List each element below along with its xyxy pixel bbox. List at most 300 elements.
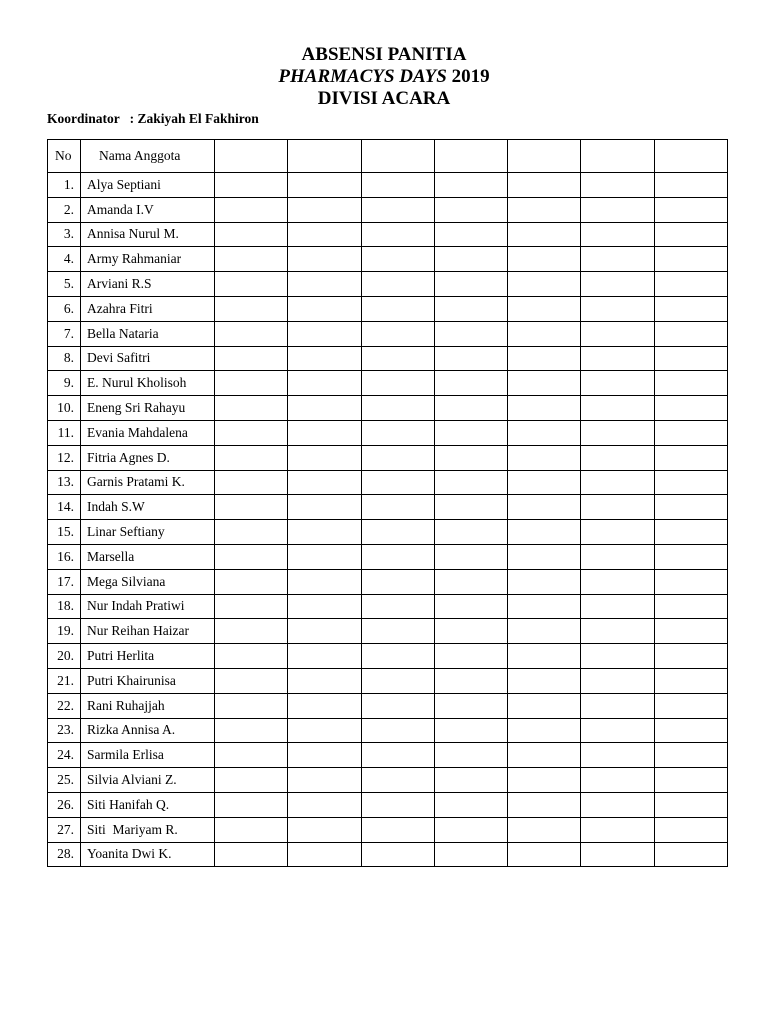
member-name: Alya Septiani — [81, 173, 215, 198]
table-row — [48, 644, 728, 669]
attendance-cell — [288, 470, 361, 495]
document-title: ABSENSI PANITIA — [301, 44, 467, 65]
attendance-cell — [215, 817, 288, 842]
attendance-cell — [361, 569, 434, 594]
attendance-cell — [288, 718, 361, 743]
attendance-cell — [654, 272, 727, 297]
attendance-cell — [508, 321, 581, 346]
attendance-cell — [434, 272, 507, 297]
row-number: 28. — [48, 842, 81, 867]
attendance-cell — [508, 495, 581, 520]
attendance-cell — [361, 420, 434, 445]
attendance-cell — [361, 321, 434, 346]
table-row — [48, 371, 728, 396]
attendance-cell — [654, 470, 727, 495]
member-name: Mega Silviana — [81, 569, 215, 594]
member-name: Marsella — [81, 544, 215, 569]
attendance-cell — [215, 668, 288, 693]
table-row — [48, 544, 728, 569]
attendance-cell — [215, 470, 288, 495]
row-number: 23. — [48, 718, 81, 743]
attendance-cell — [434, 544, 507, 569]
coordinator-name: Zakiyah El Fakhiron — [137, 111, 259, 126]
row-number: 13. — [48, 470, 81, 495]
attendance-cell — [361, 470, 434, 495]
attendance-cell — [215, 420, 288, 445]
attendance-cell — [654, 644, 727, 669]
row-number: 19. — [48, 619, 81, 644]
attendance-cell — [508, 445, 581, 470]
attendance-cell — [288, 569, 361, 594]
attendance-cell — [581, 693, 654, 718]
attendance-cell — [434, 619, 507, 644]
attendance-cell — [361, 495, 434, 520]
attendance-cell — [434, 817, 507, 842]
attendance-cell — [361, 668, 434, 693]
column-header-attendance — [508, 140, 581, 173]
table-row — [48, 619, 728, 644]
attendance-cell — [508, 619, 581, 644]
document-header — [0, 44, 768, 110]
attendance-cell — [508, 173, 581, 198]
attendance-cell — [508, 222, 581, 247]
event-name-italic: PHARMACYS DAYS — [278, 66, 447, 87]
table-row — [48, 495, 728, 520]
attendance-cell — [288, 272, 361, 297]
row-number: 1. — [48, 173, 81, 198]
member-name: Eneng Sri Rahayu — [81, 396, 215, 421]
column-header-name: Nama Anggota — [81, 140, 215, 173]
table-row — [48, 743, 728, 768]
column-header-attendance — [434, 140, 507, 173]
attendance-cell — [434, 173, 507, 198]
attendance-cell — [288, 495, 361, 520]
attendance-cell — [361, 396, 434, 421]
attendance-cell — [434, 197, 507, 222]
row-number: 20. — [48, 644, 81, 669]
row-number: 8. — [48, 346, 81, 371]
attendance-cell — [581, 396, 654, 421]
attendance-cell — [215, 569, 288, 594]
row-number: 14. — [48, 495, 81, 520]
attendance-cell — [434, 222, 507, 247]
attendance-cell — [508, 520, 581, 545]
attendance-cell — [288, 743, 361, 768]
attendance-cell — [654, 520, 727, 545]
row-number: 11. — [48, 420, 81, 445]
attendance-cell — [288, 644, 361, 669]
attendance-cell — [361, 792, 434, 817]
attendance-cell — [361, 222, 434, 247]
attendance-cell — [215, 693, 288, 718]
attendance-cell — [215, 792, 288, 817]
attendance-cell — [288, 173, 361, 198]
table-row — [48, 222, 728, 247]
attendance-cell — [434, 445, 507, 470]
attendance-cell — [288, 247, 361, 272]
attendance-cell — [654, 197, 727, 222]
attendance-cell — [361, 544, 434, 569]
attendance-cell — [508, 396, 581, 421]
attendance-cell — [215, 594, 288, 619]
coordinator-line — [47, 111, 259, 127]
attendance-cell — [654, 396, 727, 421]
attendance-cell — [215, 544, 288, 569]
attendance-cell — [434, 594, 507, 619]
row-number: 3. — [48, 222, 81, 247]
table-row — [48, 296, 728, 321]
member-name: Rani Ruhajjah — [81, 693, 215, 718]
attendance-cell — [434, 718, 507, 743]
event-year: 2019 — [446, 66, 490, 87]
attendance-table — [47, 139, 728, 867]
attendance-cell — [215, 371, 288, 396]
attendance-cell — [581, 520, 654, 545]
attendance-cell — [508, 544, 581, 569]
attendance-cell — [508, 247, 581, 272]
row-number: 7. — [48, 321, 81, 346]
attendance-cell — [288, 420, 361, 445]
attendance-cell — [215, 272, 288, 297]
table-row — [48, 817, 728, 842]
attendance-cell — [361, 594, 434, 619]
attendance-cell — [215, 495, 288, 520]
attendance-cell — [434, 346, 507, 371]
attendance-cell — [288, 817, 361, 842]
attendance-cell — [581, 445, 654, 470]
attendance-cell — [654, 495, 727, 520]
attendance-table-header — [48, 140, 728, 173]
attendance-cell — [288, 197, 361, 222]
attendance-cell — [508, 743, 581, 768]
table-row — [48, 272, 728, 297]
attendance-cell — [581, 817, 654, 842]
attendance-cell — [361, 693, 434, 718]
attendance-cell — [581, 495, 654, 520]
table-row — [48, 668, 728, 693]
member-name: Amanda I.V — [81, 197, 215, 222]
attendance-cell — [215, 619, 288, 644]
attendance-cell — [654, 420, 727, 445]
attendance-cell — [434, 520, 507, 545]
attendance-cell — [215, 842, 288, 867]
attendance-cell — [508, 470, 581, 495]
attendance-cell — [361, 644, 434, 669]
attendance-cell — [434, 371, 507, 396]
table-row — [48, 321, 728, 346]
attendance-cell — [654, 173, 727, 198]
attendance-cell — [581, 668, 654, 693]
attendance-cell — [215, 520, 288, 545]
member-name: Siti Hanifah Q. — [81, 792, 215, 817]
member-name: Fitria Agnes D. — [81, 445, 215, 470]
row-number: 10. — [48, 396, 81, 421]
coordinator-label: Koordinator — [47, 111, 120, 126]
table-row — [48, 520, 728, 545]
attendance-cell — [434, 296, 507, 321]
row-number: 21. — [48, 668, 81, 693]
attendance-cell — [215, 768, 288, 793]
attendance-cell — [508, 842, 581, 867]
row-number: 17. — [48, 569, 81, 594]
attendance-cell — [508, 346, 581, 371]
attendance-cell — [508, 768, 581, 793]
row-number: 18. — [48, 594, 81, 619]
attendance-cell — [434, 470, 507, 495]
member-name: Yoanita Dwi K. — [81, 842, 215, 867]
column-header-attendance — [654, 140, 727, 173]
table-row — [48, 197, 728, 222]
attendance-cell — [434, 644, 507, 669]
attendance-cell — [508, 296, 581, 321]
attendance-cell — [215, 296, 288, 321]
attendance-cell — [508, 644, 581, 669]
row-number: 15. — [48, 520, 81, 545]
row-number: 9. — [48, 371, 81, 396]
attendance-cell — [361, 197, 434, 222]
row-number: 6. — [48, 296, 81, 321]
attendance-cell — [361, 173, 434, 198]
attendance-cell — [581, 420, 654, 445]
row-number: 27. — [48, 817, 81, 842]
event-name — [0, 66, 768, 88]
attendance-cell — [581, 594, 654, 619]
member-name: Silvia Alviani Z. — [81, 768, 215, 793]
attendance-cell — [508, 569, 581, 594]
attendance-cell — [508, 817, 581, 842]
attendance-cell — [434, 321, 507, 346]
member-name: Linar Seftiany — [81, 520, 215, 545]
column-header-attendance — [361, 140, 434, 173]
attendance-cell — [508, 718, 581, 743]
member-name: Bella Nataria — [81, 321, 215, 346]
attendance-cell — [215, 445, 288, 470]
column-header-no: No — [48, 140, 81, 173]
attendance-cell — [654, 718, 727, 743]
attendance-cell — [288, 544, 361, 569]
attendance-cell — [288, 321, 361, 346]
attendance-cell — [654, 842, 727, 867]
attendance-cell — [288, 842, 361, 867]
attendance-cell — [581, 644, 654, 669]
attendance-cell — [654, 247, 727, 272]
attendance-cell — [581, 321, 654, 346]
attendance-cell — [581, 569, 654, 594]
member-name: Evania Mahdalena — [81, 420, 215, 445]
table-row — [48, 346, 728, 371]
attendance-cell — [215, 718, 288, 743]
attendance-cell — [581, 718, 654, 743]
attendance-cell — [654, 569, 727, 594]
header-row — [48, 140, 728, 173]
table-row — [48, 569, 728, 594]
attendance-cell — [361, 346, 434, 371]
attendance-cell — [215, 743, 288, 768]
attendance-cell — [361, 520, 434, 545]
attendance-cell — [215, 346, 288, 371]
attendance-cell — [508, 594, 581, 619]
attendance-cell — [288, 768, 361, 793]
attendance-cell — [581, 743, 654, 768]
attendance-cell — [654, 693, 727, 718]
attendance-cell — [654, 346, 727, 371]
member-name: Garnis Pratami K. — [81, 470, 215, 495]
attendance-cell — [654, 371, 727, 396]
member-name: Annisa Nurul M. — [81, 222, 215, 247]
attendance-cell — [434, 569, 507, 594]
attendance-cell — [434, 495, 507, 520]
table-row — [48, 792, 728, 817]
row-number: 12. — [48, 445, 81, 470]
member-name: Sarmila Erlisa — [81, 743, 215, 768]
row-number: 16. — [48, 544, 81, 569]
attendance-cell — [288, 668, 361, 693]
attendance-cell — [654, 768, 727, 793]
attendance-cell — [215, 396, 288, 421]
attendance-cell — [361, 817, 434, 842]
table-row — [48, 693, 728, 718]
attendance-cell — [581, 222, 654, 247]
attendance-cell — [361, 842, 434, 867]
attendance-cell — [654, 544, 727, 569]
table-row — [48, 594, 728, 619]
attendance-cell — [581, 768, 654, 793]
row-number: 26. — [48, 792, 81, 817]
attendance-cell — [361, 718, 434, 743]
member-name: Nur Indah Pratiwi — [81, 594, 215, 619]
attendance-cell — [215, 321, 288, 346]
member-name: Nur Reihan Haizar — [81, 619, 215, 644]
attendance-cell — [215, 247, 288, 272]
attendance-cell — [288, 693, 361, 718]
attendance-cell — [508, 420, 581, 445]
column-header-attendance — [581, 140, 654, 173]
attendance-cell — [654, 321, 727, 346]
member-name: Rizka Annisa A. — [81, 718, 215, 743]
attendance-cell — [215, 644, 288, 669]
member-name: Indah S.W — [81, 495, 215, 520]
attendance-cell — [288, 445, 361, 470]
attendance-cell — [508, 668, 581, 693]
attendance-cell — [654, 445, 727, 470]
member-name: Army Rahmaniar — [81, 247, 215, 272]
row-number: 25. — [48, 768, 81, 793]
attendance-cell — [581, 371, 654, 396]
row-number: 22. — [48, 693, 81, 718]
attendance-cell — [215, 197, 288, 222]
table-row — [48, 768, 728, 793]
attendance-cell — [361, 743, 434, 768]
attendance-cell — [508, 197, 581, 222]
attendance-cell — [581, 842, 654, 867]
attendance-cell — [581, 346, 654, 371]
attendance-cell — [288, 396, 361, 421]
member-name: Devi Safitri — [81, 346, 215, 371]
table-row — [48, 842, 728, 867]
attendance-cell — [434, 668, 507, 693]
attendance-cell — [508, 272, 581, 297]
table-row — [48, 396, 728, 421]
attendance-cell — [581, 296, 654, 321]
table-row — [48, 718, 728, 743]
attendance-cell — [288, 594, 361, 619]
attendance-cell — [361, 371, 434, 396]
table-row — [48, 247, 728, 272]
attendance-cell — [361, 768, 434, 793]
attendance-table-body — [48, 173, 728, 867]
attendance-cell — [288, 619, 361, 644]
member-name: Putri Khairunisa — [81, 668, 215, 693]
attendance-cell — [581, 272, 654, 297]
attendance-cell — [288, 520, 361, 545]
attendance-cell — [361, 619, 434, 644]
attendance-cell — [361, 445, 434, 470]
member-name: Arviani R.S — [81, 272, 215, 297]
column-header-attendance — [288, 140, 361, 173]
attendance-cell — [581, 470, 654, 495]
attendance-cell — [434, 420, 507, 445]
attendance-cell — [288, 346, 361, 371]
attendance-cell — [654, 668, 727, 693]
attendance-cell — [434, 792, 507, 817]
member-name: Azahra Fitri — [81, 296, 215, 321]
attendance-cell — [581, 247, 654, 272]
coordinator-separator: : — [119, 111, 138, 126]
table-row — [48, 420, 728, 445]
attendance-cell — [288, 792, 361, 817]
table-row — [48, 470, 728, 495]
attendance-cell — [508, 693, 581, 718]
attendance-cell — [508, 792, 581, 817]
attendance-cell — [654, 619, 727, 644]
attendance-cell — [654, 817, 727, 842]
attendance-cell — [654, 296, 727, 321]
table-row — [48, 445, 728, 470]
attendance-cell — [508, 371, 581, 396]
attendance-cell — [581, 792, 654, 817]
attendance-cell — [434, 396, 507, 421]
attendance-cell — [361, 296, 434, 321]
attendance-cell — [361, 247, 434, 272]
attendance-cell — [654, 594, 727, 619]
attendance-cell — [288, 222, 361, 247]
division-title: DIVISI ACARA — [317, 88, 451, 109]
attendance-cell — [654, 743, 727, 768]
row-number: 5. — [48, 272, 81, 297]
table-row — [48, 173, 728, 198]
attendance-cell — [288, 296, 361, 321]
attendance-cell — [215, 222, 288, 247]
attendance-cell — [215, 173, 288, 198]
attendance-cell — [434, 842, 507, 867]
attendance-cell — [654, 222, 727, 247]
attendance-cell — [581, 619, 654, 644]
member-name: Siti Mariyam R. — [81, 817, 215, 842]
attendance-cell — [581, 197, 654, 222]
member-name: Putri Herlita — [81, 644, 215, 669]
row-number: 4. — [48, 247, 81, 272]
column-header-attendance — [215, 140, 288, 173]
attendance-cell — [361, 272, 434, 297]
attendance-cell — [434, 743, 507, 768]
attendance-cell — [434, 768, 507, 793]
attendance-cell — [434, 693, 507, 718]
row-number: 2. — [48, 197, 81, 222]
row-number: 24. — [48, 743, 81, 768]
attendance-cell — [581, 173, 654, 198]
attendance-cell — [581, 544, 654, 569]
attendance-cell — [288, 371, 361, 396]
